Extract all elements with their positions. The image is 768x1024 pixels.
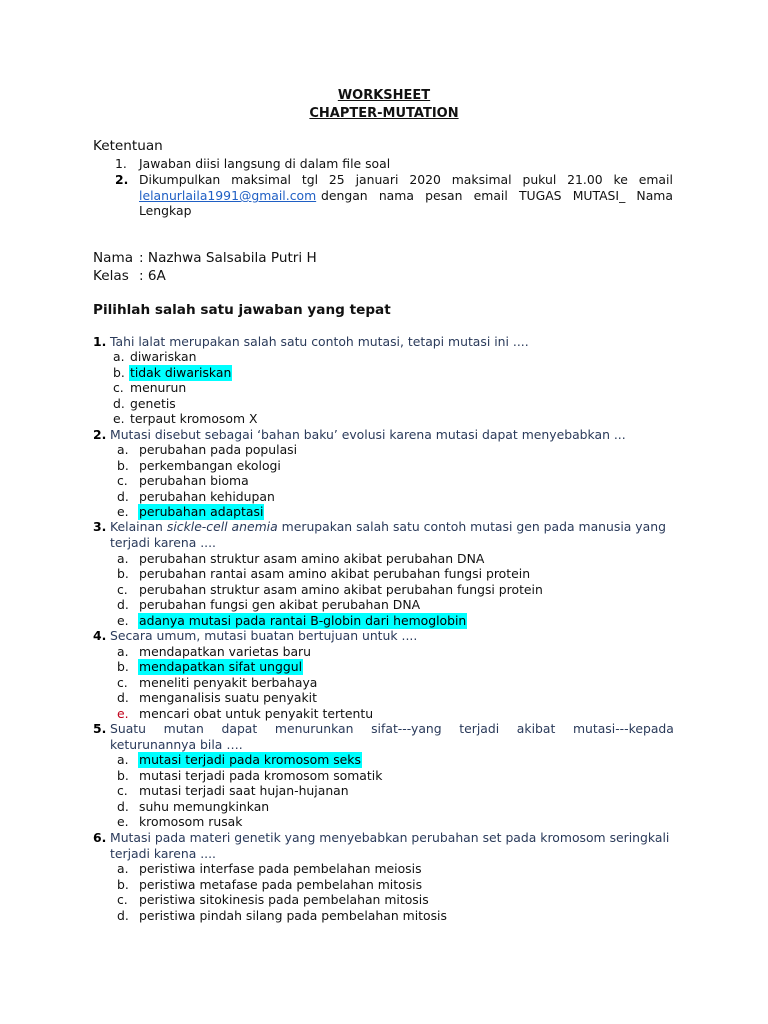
word: dapat (221, 721, 258, 736)
word: sifat---yang (371, 721, 442, 736)
q2-option-e-letter: e. (117, 504, 129, 519)
chapter-title: CHAPTER-MUTATION (309, 106, 459, 121)
q6-option-d-letter: d. (117, 908, 129, 923)
q2-option-e-selected: perubahan adaptasi (139, 504, 264, 519)
word: maksimal (231, 172, 291, 187)
question-6-number: 6. (93, 830, 107, 845)
question-2-text: Mutasi disebut sebagai ‘bahan baku’ evolusi karena mutasi dapat menyebabkan ... (110, 427, 626, 442)
q4-option-d: menganalisis suatu penyakit (139, 690, 317, 705)
q6-option-d: peristiwa pindah silang pada pembelahan mitosis (139, 908, 447, 923)
rule-2-number: 2. (115, 172, 129, 187)
word: email (473, 188, 508, 203)
worksheet-title: WORKSHEET (337, 88, 431, 103)
word: Nama (636, 188, 673, 203)
word: TUGAS (518, 188, 562, 203)
rule-2-line-1 (139, 172, 673, 188)
rule-1-number: 1. (115, 156, 127, 171)
q5-option-a-letter: a. (117, 752, 129, 767)
word: Suatu (110, 721, 147, 736)
q6-option-b: peristiwa metafase pada pembelahan mitosis (139, 877, 423, 892)
q4-option-e: mencari obat untuk penyakit tertentu (139, 706, 374, 721)
q4-option-b-letter: b. (117, 659, 129, 674)
q2-option-a: perubahan pada populasi (139, 442, 298, 457)
question-1-number: 1. (93, 334, 107, 349)
q2-option-b-letter: b. (117, 458, 129, 473)
word: MUTASI_ (572, 188, 626, 203)
question-1-text: Tahi lalat merupakan salah satu contoh mutasi, tetapi mutasi ini .... (110, 334, 529, 349)
q4-option-d-letter: d. (117, 690, 129, 705)
word: mutasi---kepada (572, 721, 674, 736)
question-6-text: Mutasi pada materi genetik yang menyebabkan perubahan set pada kromosom seringkali (110, 830, 670, 845)
q1-option-e: terpaut kromosom X (130, 411, 258, 426)
q5-option-c: mutasi terjadi saat hujan-hujanan (139, 783, 349, 798)
q5-option-e: kromosom rusak (139, 814, 243, 829)
question-3-text-post: merupakan salah satu contoh mutasi gen pada manusia yang (277, 519, 666, 534)
q5-option-d: suhu memungkinkan (139, 799, 270, 814)
q2-option-d: perubahan kehidupan (139, 489, 275, 504)
q3-option-d-letter: d. (117, 597, 129, 612)
rule-1-text: Jawaban diisi langsung di dalam file soal (139, 156, 391, 171)
q6-option-b-letter: b. (117, 877, 129, 892)
rule-2-line-2 (139, 188, 673, 204)
q1-option-b-selected: tidak diwariskan (130, 365, 232, 380)
q4-option-a-letter: a. (117, 644, 129, 659)
word: januari (355, 172, 399, 187)
word: akibat (516, 721, 556, 736)
word: nama (378, 188, 414, 203)
q3-option-b-letter: b. (117, 566, 129, 581)
word: menurunkan (274, 721, 354, 736)
rules-heading: Ketentuan (93, 138, 163, 154)
question-5-number: 5. (93, 721, 107, 736)
q2-option-b: perkembangan ekologi (139, 458, 281, 473)
q4-option-c: meneliti penyakit berbahaya (139, 675, 318, 690)
q5-option-a-selected: mutasi terjadi pada kromosom seks (139, 752, 361, 767)
q1-option-a-letter: a. (113, 349, 125, 364)
word: dengan (321, 188, 368, 203)
word: terjadi (459, 721, 500, 736)
word: ke (613, 172, 628, 187)
word: 25 (328, 172, 345, 187)
q5-option-c-letter: c. (117, 783, 128, 798)
q2-option-c: perubahan bioma (139, 473, 249, 488)
q1-option-b-letter: b. (113, 365, 125, 380)
word: tgl (301, 172, 319, 187)
word: mutan (163, 721, 204, 736)
q3-option-a-letter: a. (117, 551, 129, 566)
question-2-number: 2. (93, 427, 107, 442)
q1-option-a: diwariskan (130, 349, 197, 364)
rule-2-line-3: Lengkap (139, 203, 192, 218)
word: pukul (522, 172, 557, 187)
word: 2020 (409, 172, 441, 187)
word: email (638, 172, 673, 187)
q2-option-d-letter: d. (117, 489, 129, 504)
q6-option-a-letter: a. (117, 861, 129, 876)
q3-option-b: perubahan rantai asam amino akibat perubahan fungsi protein (139, 566, 531, 581)
q6-option-a: peristiwa interfase pada pembelahan meiosis (139, 861, 422, 876)
question-3-text (110, 519, 666, 535)
class-value: : 6A (139, 268, 166, 284)
q1-option-c: menurun (130, 380, 187, 395)
q6-option-c: peristiwa sitokinesis pada pembelahan mitosis (139, 892, 429, 907)
question-4-number: 4. (93, 628, 107, 643)
word: 21.00 (567, 172, 603, 187)
q2-option-c-letter: c. (117, 473, 128, 488)
question-3-text-line-2: terjadi karena .... (110, 535, 216, 550)
name-label: Nama (93, 250, 134, 266)
q4-option-e-letter: e. (117, 706, 129, 721)
q1-option-c-letter: c. (113, 380, 124, 395)
q3-option-d: perubahan fungsi gen akibat perubahan DNA (139, 597, 421, 612)
email-link[interactable]: lelanurlaila1991@gmail.com (139, 188, 317, 203)
question-6-text-line-2: terjadi karena .... (110, 846, 216, 861)
q3-option-c-letter: c. (117, 582, 128, 597)
q4-option-c-letter: c. (117, 675, 128, 690)
q3-option-e-selected: adanya mutasi pada rantai B-globin dari hemoglobin (139, 613, 467, 628)
question-4-text: Secara umum, mutasi buatan bertujuan untuk .... (110, 628, 418, 643)
q3-option-a: perubahan struktur asam amino akibat perubahan DNA (139, 551, 485, 566)
q5-option-e-letter: e. (117, 814, 129, 829)
q1-option-d-letter: d. (113, 396, 125, 411)
q5-option-d-letter: d. (117, 799, 129, 814)
q5-option-b: mutasi terjadi pada kromosom somatik (139, 768, 383, 783)
question-3-italic-term: sickle-cell anemia (166, 519, 278, 534)
word: Dikumpulkan (139, 172, 221, 187)
question-5-text-line-2: keturunannya bila …. (110, 737, 243, 752)
q1-option-d: genetis (130, 396, 176, 411)
question-5-text (110, 721, 674, 737)
q3-option-e-letter: e. (117, 613, 129, 628)
instruction-heading: Pilihlah salah satu jawaban yang tepat (93, 302, 391, 318)
q3-option-c: perubahan struktur asam amino akibat perubahan fungsi protein (139, 582, 543, 597)
word: maksimal (451, 172, 512, 187)
q4-option-a: mendapatkan varietas baru (139, 644, 311, 659)
question-3-number: 3. (93, 519, 107, 534)
q1-option-e-letter: e. (113, 411, 125, 426)
q5-option-b-letter: b. (117, 768, 129, 783)
class-label: Kelas (93, 268, 129, 284)
word: pesan (425, 188, 463, 203)
q2-option-a-letter: a. (117, 442, 129, 457)
q6-option-c-letter: c. (117, 892, 128, 907)
question-3-text-pre: Kelainan (110, 519, 167, 534)
name-value: : Nazhwa Salsabila Putri H (139, 250, 317, 266)
q4-option-b-selected: mendapatkan sifat unggul (139, 659, 303, 674)
